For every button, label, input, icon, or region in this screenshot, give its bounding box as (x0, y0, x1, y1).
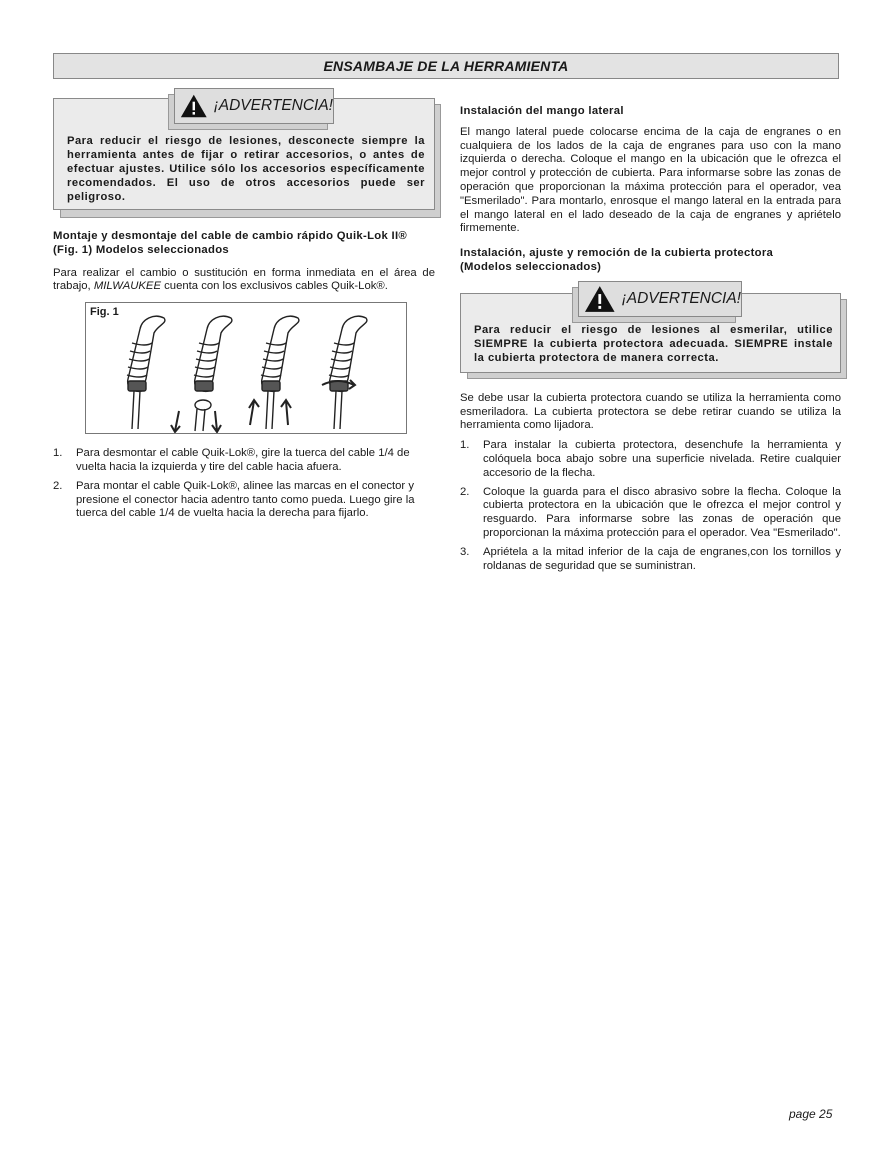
list-item (53, 447, 435, 475)
guard-paragraph: Se debe usar la cubierta protectora cuando se utiliza la herramienta como esmeriladora. La cubierta protectora se debe retirar cuando se utiliza la herramienta como lijadora. (460, 391, 841, 432)
step-number: 2. (53, 479, 63, 492)
step-number: 1. (53, 447, 63, 460)
quiklok-heading-line2: (Fig. 1) Modelos seleccionados (53, 243, 229, 256)
list-item (460, 486, 841, 541)
warning-triangle-icon (584, 285, 616, 313)
step-text: Para montar el cable Quik-Lok®, alinee las marcas en el conector y presione el conector hacia adentro tanto como pueda. Luego gire la tuerca del cable 1/4 de vuelta hacia la derecha para fijarlo. (76, 479, 415, 520)
figure-1 (85, 302, 407, 434)
figure-label: Fig. 1 (90, 306, 119, 319)
list-item (460, 546, 841, 574)
step-text: Apriétela a la mitad inferior de la caja de engranes,con los tornillos y roldanas de seguridad que se suministran. (483, 545, 841, 572)
quiklok-cable-illustration (86, 303, 406, 433)
side-handle-paragraph: El mango lateral puede colocarse encima de la caja de engranes o en cualquiera de los lados de la caja de engranes para uso con la mano izquierda o derecha. Coloque el mango en la ubicación que le ofrezca el mejor control y protección de cubierta. Para informarse sobre las zonas de operación que proporcionan la máxima protección para el operador, vea "Esmerilado". Para montarlo, enrosque el mango lateral en la entrada para el mango lateral en el lado deseado de la caja de engranes y apriételo firmemente. (460, 125, 841, 235)
intro-text: Para realizar el cambio o sustitución en forma inmediata en el área de trabajo, (53, 266, 435, 293)
side-handle-heading: Instalación del mango lateral (460, 105, 624, 117)
list-item (53, 480, 435, 521)
guard-heading-line1: Instalación, ajuste y remoción de la cubierta protectora (460, 247, 774, 260)
warning-text: Para reducir el riesgo de lesiones, desconecte siempre la herramienta antes de fijar o retirar accesorios, o antes de efectuar ajustes. Utilice sólo los accesorios específicamente recomendados. El uso de otros accesorios puede ser peligroso. (67, 135, 425, 203)
section-title-banner: ENSAMBAJE DE LA HERRAMIENTA (53, 53, 839, 79)
quiklok-intro (53, 267, 435, 295)
guard-steps (460, 439, 841, 573)
step-number: 2. (460, 485, 470, 498)
step-number: 3. (460, 545, 470, 558)
intro-text-end: cuenta con los exclusivos cables Quik-Lok®. (161, 280, 388, 293)
page-number: page 25 (789, 1107, 833, 1121)
warning-box-guard (460, 279, 841, 379)
warning-box-accessories (53, 90, 435, 218)
warning-tab (174, 88, 332, 122)
step-text: Coloque la guarda para el disco abrasivo sobre la flecha. Coloque la cubierta protectora en la ubicación que le ofrezca el mejor control y resguardo. Para informarse sobre las zonas de operación que proporcionan la máxima protección para el operador. Vea "Esmerilado". (483, 485, 841, 539)
cable-step-1 (127, 316, 165, 429)
quiklok-heading (53, 230, 435, 258)
left-column (53, 90, 435, 521)
warning-title: ¡ADVERTENCIA! (621, 289, 741, 307)
step-text: Para desmontar el cable Quik-Lok®, gire la tuerca del cable 1/4 de vuelta hacia la izquierda y tire del cable hacia afuera. (76, 447, 410, 473)
list-item (460, 439, 841, 480)
right-column (460, 90, 841, 573)
brand-name: MILWAUKEE (93, 280, 161, 293)
quiklok-steps (53, 447, 435, 521)
cable-step-3 (249, 316, 299, 429)
step-text: Para instalar la cubierta protectora, desenchufe la herramienta y colóquela boca abajo sobre una superficie nivelada. Retire cualquier accesorio de la flecha. (483, 439, 841, 479)
guard-heading (460, 247, 841, 275)
guard-heading-line2: (Modelos seleccionados) (460, 260, 602, 273)
cable-step-4 (322, 316, 367, 429)
quiklok-heading-line1: Montaje y desmontaje del cable de cambio rápido Quik-Lok II® (53, 230, 408, 242)
cable-step-2 (171, 316, 232, 432)
warning-title: ¡ADVERTENCIA! (213, 97, 333, 115)
step-number: 1. (460, 439, 470, 452)
warning-tab (578, 281, 740, 315)
warning-text: Para reducir el riesgo de lesiones al esmerilar, utilice SIEMPRE la cubierta protectora adecuada. SIEMPRE instale la cubierta protectora de manera correcta. (474, 323, 833, 364)
warning-triangle-icon (180, 92, 208, 120)
